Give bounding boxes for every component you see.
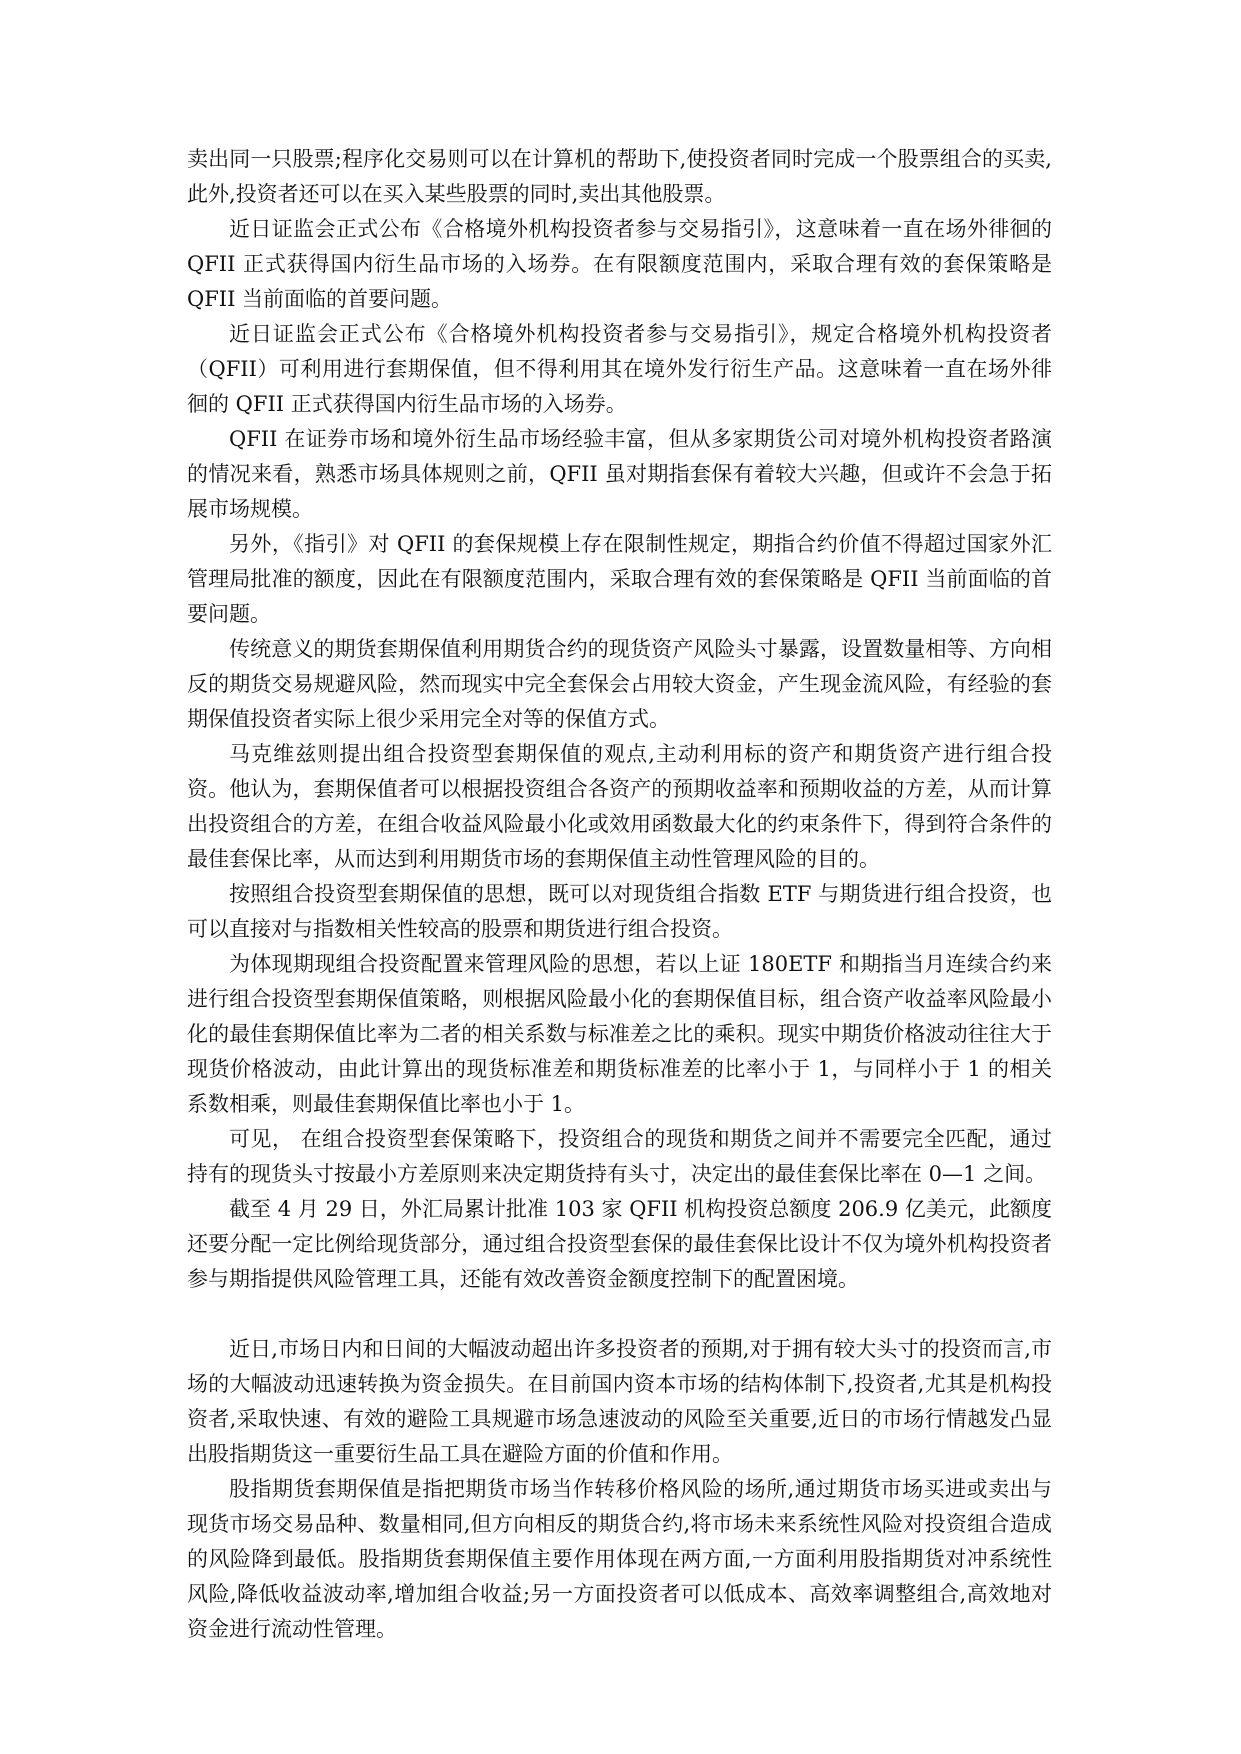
paragraph: 为体现期现组合投资配置来管理风险的思想，若以上证 180ETF 和期指当月连续合约来进行组合投资型套期保值策略，则根据风险最小化的套期保值目标，组合资产收益率风险最小化的最佳套期保值比率为二者的相关系数与标准差之比的乘积。现实中期货价格波动往往大于现货价格波动，由此计算出的现货标准差和期货标准差的比率小于 1，与同样小于 1 的相关系数相乘，则最佳套期保值比率也小于 1。 bbox=[187, 952, 1052, 1116]
paragraph: 传统意义的期货套期保值利用期货合约的现货资产风险头寸暴露，设置数量相等、方向相反的期货交易规避风险，然而现实中完全套保会占用较大资金，产生现金流风险，有经验的套期保值投资者实际上很少采用完全对等的保值方式。 bbox=[187, 637, 1052, 731]
paragraph: 卖出同一只股票;程序化交易则可以在计算机的帮助下,使投资者同时完成一个股票组合的买卖,此外,投资者还可以在买入某些股票的同时,卖出其他股票。 bbox=[187, 147, 1052, 206]
paragraph: 可见， 在组合投资型套保策略下，投资组合的现货和期货之间并不需要完全匹配，通过持有的现货头寸按最小方差原则来决定期货持有头寸，决定出的最佳套保比率在 0—1 之间。 bbox=[187, 1127, 1052, 1186]
paragraph: QFII 在证券市场和境外衍生品市场经验丰富，但从多家期货公司对境外机构投资者路演的情况来看，熟悉市场具体规则之前，QFII 虽对期指套保有着较大兴趣，但或许不会急于拓展市场规模。 bbox=[187, 427, 1052, 521]
paragraph: 近日,市场日内和日间的大幅波动超出许多投资者的预期,对于拥有较大头寸的投资而言,市场的大幅波动迅速转换为资金损失。在目前国内资本市场的结构体制下,投资者,尤其是机构投资者,采取快速、有效的避险工具规避市场急速波动的风险至关重要,近日的市场行情越发凸显出股指期货这一重要衍生品工具在避险方面的价值和作用。 bbox=[187, 1337, 1052, 1466]
paragraph: 马克维兹则提出组合投资型套期保值的观点,主动利用标的资产和期货资产进行组合投资。他认为，套期保值者可以根据投资组合各资产的预期收益率和预期收益的方差，从而计算出投资组合的方差，在组合收益风险最小化或效用函数最大化的约束条件下，得到符合条件的最佳套保比率，从而达到利用期货市场的套期保值主动性管理风险的目的。 bbox=[187, 742, 1053, 871]
paragraph: 股指期货套期保值是指把期货市场当作转移价格风险的场所,通过期货市场买进或卖出与现货市场交易品种、数量相同,但方向相反的期货合约,将市场未来系统性风险对投资组合造成的风险降到最低。股指期货套期保值主要作用体现在两方面,一方面利用股指期货对冲系统性风险,降低收益波动率,增加组合收益;另一方面投资者可以低成本、高效率调整组合,高效地对资金进行流动性管理。 bbox=[187, 1477, 1052, 1641]
paragraph: 按照组合投资型套期保值的思想，既可以对现货组合指数 ETF 与期货进行组合投资，也可以直接对与指数相关性较高的股票和期货进行组合投资。 bbox=[187, 882, 1052, 941]
paragraph: 近日证监会正式公布《合格境外机构投资者参与交易指引》，这意味着一直在场外徘徊的 QFII 正式获得国内衍生品市场的入场券。在有限额度范围内，采取合理有效的套保策略是 QFII 当前面临的首要问题。 bbox=[187, 217, 1052, 311]
document-page bbox=[187, 142, 1052, 1647]
paragraph: 另外，《指引》对 QFII 的套保规模上存在限制性规定，期指合约价值不得超过国家外汇管理局批准的额度，因此在有限额度范围内，采取合理有效的套保策略是 QFII 当前面临的首要问题。 bbox=[187, 532, 1052, 626]
paragraph: 近日证监会正式公布《合格境外机构投资者参与交易指引》，规定合格境外机构投资者（QFII）可利用进行套期保值，但不得利用其在境外发行衍生产品。这意味着一直在场外徘徊的 QFII 正式获得国内衍生品市场的入场券。 bbox=[187, 322, 1052, 416]
paragraph: 截至 4 月 29 日，外汇局累计批准 103 家 QFII 机构投资总额度 206.9 亿美元，此额度还要分配一定比例给现货部分，通过组合投资型套保的最佳套保比设计不仅为境外机构投资者参与期指提供风险管理工具，还能有效改善资金额度控制下的配置困境。 bbox=[187, 1197, 1052, 1291]
section-gap bbox=[187, 1297, 1052, 1332]
